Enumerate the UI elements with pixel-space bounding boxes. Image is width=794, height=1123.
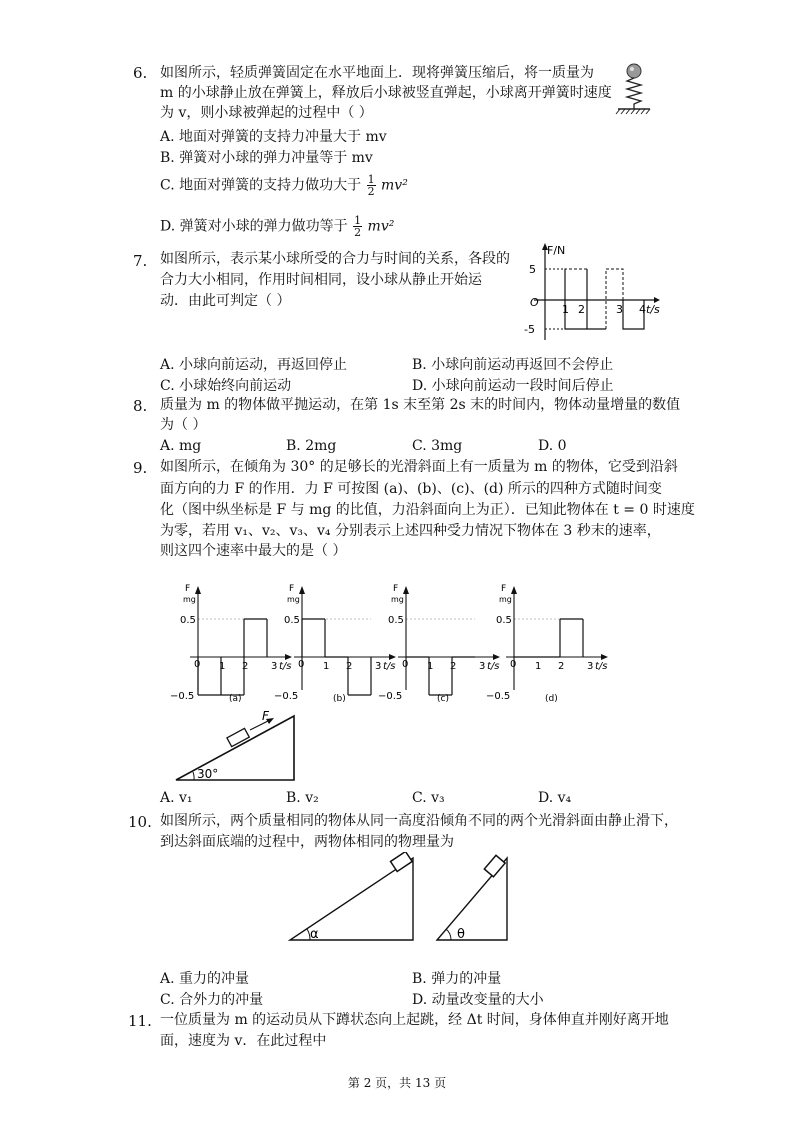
q7-xlabel: t/s xyxy=(646,303,660,316)
incline-angle-label: 30° xyxy=(197,767,219,781)
q9-step-line xyxy=(406,657,475,695)
q7-option-a[interactable]: A. 小球向前运动，再返回停止 xyxy=(160,357,348,373)
q10-inclines-figure xyxy=(285,852,535,946)
q9-ylabel-bottom: mg xyxy=(287,595,300,604)
q9-xlabel: t/s xyxy=(383,661,396,672)
q9-origin: 0 xyxy=(402,659,409,670)
q9-xtick-1: 1 xyxy=(323,661,330,672)
q10-number: 10. xyxy=(128,813,152,831)
q6-line-1: 如图所示，轻质弹簧固定在水平地面上．现将弹簧压缩后，将一质量为 xyxy=(160,65,594,81)
q10-line-2: 到达斜面底端的过程中，两物体相同的物理量为 xyxy=(160,834,454,850)
q6-option-c-text: C. 地面对弹簧的支持力做功大于 xyxy=(160,177,362,194)
q9-graph-c xyxy=(378,584,500,704)
q10-option-b[interactable]: B. 弹力的冲量 xyxy=(412,971,502,987)
q6-option-c[interactable] xyxy=(160,174,408,197)
q7-ylabel: F/N xyxy=(547,244,566,257)
q9-xtick-1: 1 xyxy=(535,661,542,672)
q9-xlabel: t/s xyxy=(279,661,292,672)
q9-xtick-3: 3 xyxy=(479,661,486,672)
q9-xtick-2: 2 xyxy=(346,661,353,672)
q7-option-b[interactable]: B. 小球向前运动再返回不会停止 xyxy=(412,357,614,373)
q9-graph-d xyxy=(486,584,608,704)
q9-ytick-neg: −0.5 xyxy=(170,691,195,702)
q8-line-2: 为（ ） xyxy=(160,417,207,433)
q9-ylabel-top: F xyxy=(393,584,399,594)
q7-force-time-graph xyxy=(520,240,665,348)
block-icon xyxy=(484,855,505,876)
q8-option-c[interactable]: C. 3mg xyxy=(412,438,463,454)
q9-xtick-2: 2 xyxy=(242,661,249,672)
q9-ytick-neg: −0.5 xyxy=(486,691,511,702)
q9-ytick-neg: −0.5 xyxy=(274,691,299,702)
q9-graph-b xyxy=(274,584,399,704)
q9-ytick-pos: 0.5 xyxy=(496,615,512,626)
q11-line-1: 一位质量为 m 的运动员从下蹲状态向上起跳，经 Δt 时间，身体伸直并刚好离开地 xyxy=(160,1012,669,1028)
q8-number: 8. xyxy=(133,397,148,415)
q7-option-c[interactable]: C. 小球始终向前运动 xyxy=(160,378,292,394)
q9-xtick-1: 1 xyxy=(219,661,226,672)
q7-ytick-top: 5 xyxy=(529,263,536,276)
q11-line-2: 面，速度为 v．在此过程中 xyxy=(160,1033,327,1049)
q10-line-1: 如图所示，两个质量相同的物体从同一高度沿倾角不同的两个光滑斜面由静止滑下， xyxy=(160,813,678,829)
q9-step-line xyxy=(514,619,583,657)
q6-option-d[interactable] xyxy=(160,215,394,238)
q9-xtick-2: 2 xyxy=(558,661,565,672)
q8-option-a[interactable]: A. mg xyxy=(160,438,202,454)
q7-line-1: 如图所示，表示某小球所受的合力与时间的关系，各段的 xyxy=(160,251,510,267)
q7-origin: O xyxy=(530,296,539,309)
q6-option-b[interactable]: B. 弹簧对小球的弹力冲量等于 mv xyxy=(160,150,373,166)
incline-alpha xyxy=(290,858,413,940)
q9-caption: (c) xyxy=(437,694,449,704)
q9-ytick-pos: 0.5 xyxy=(284,615,300,626)
q6-number: 6. xyxy=(133,64,148,82)
q9-incline-figure xyxy=(170,708,300,784)
block-icon xyxy=(227,728,249,746)
q9-xtick-3: 3 xyxy=(375,661,382,672)
q9-option-b[interactable]: B. v₂ xyxy=(286,790,319,806)
q9-caption: (a) xyxy=(229,694,242,704)
q9-line-3: 化（图中纵坐标是 F 与 mg 的比值，力沿斜面向上为正）．已知此物体在 t = 0 时速度 xyxy=(160,502,695,518)
q9-ylabel-top: F xyxy=(289,584,295,594)
block-icon xyxy=(391,852,413,871)
q9-xtick-1: 1 xyxy=(427,661,434,672)
q8-option-d[interactable]: D. 0 xyxy=(538,438,567,454)
q9-line-4: 为零，若用 v₁、v₂、v₃、v₄ 分别表示上述四种受力情况下物体在 3 秒末的速率， xyxy=(160,523,661,539)
q9-ylabel-bottom: mg xyxy=(183,595,196,604)
angle-theta-label: θ xyxy=(457,927,465,942)
fraction-half: $\frac{1}{2}$ xyxy=(367,173,375,198)
q7-option-d[interactable]: D. 小球向前运动一段时间后停止 xyxy=(412,378,614,394)
q7-number: 7. xyxy=(133,252,148,270)
q7-xtick-3: 3 xyxy=(616,303,623,316)
q7-xtick-1: 1 xyxy=(562,303,569,316)
q11-number: 11. xyxy=(128,1012,152,1030)
q9-origin: 0 xyxy=(194,659,201,670)
q8-option-b[interactable]: B. 2mg xyxy=(286,438,337,454)
q9-graph-a xyxy=(170,584,295,704)
q9-option-c[interactable]: C. v₃ xyxy=(412,790,445,806)
q9-line-2: 面方向的力 F 的作用．力 F 可按图 (a)、(b)、(c)、(d) 所示的四种方式随时间变 xyxy=(160,481,662,497)
q9-xlabel: t/s xyxy=(595,661,608,672)
ball-icon xyxy=(627,64,641,78)
spring-ball-figure xyxy=(612,62,652,118)
q9-line-5: 则这四个速率中最大的是（ ） xyxy=(160,543,347,559)
q9-xtick-2: 2 xyxy=(450,661,457,672)
q9-ytick-pos: 0.5 xyxy=(180,615,196,626)
q6-option-d-expr: mv² xyxy=(367,218,395,235)
q7-xtick-2: 2 xyxy=(578,303,585,316)
q9-number: 9. xyxy=(133,459,148,477)
q9-xtick-3: 3 xyxy=(587,661,594,672)
incline-triangle xyxy=(176,716,294,780)
q9-origin: 0 xyxy=(510,659,517,670)
q9-line-1: 如图所示，在倾角为 30° 的足够长的光滑斜面上有一质量为 m 的物体，它受到沿斜 xyxy=(160,459,678,475)
q10-option-d[interactable]: D. 动量改变量的大小 xyxy=(412,992,544,1008)
angle-alpha-label: α xyxy=(310,927,319,942)
q8-line-1: 质量为 m 的物体做平抛运动，在第 1s 末至第 2s 末的时间内，物体动量增量的数值 xyxy=(160,397,681,413)
q9-caption: (d) xyxy=(545,694,558,704)
q6-option-a[interactable]: A. 地面对弹簧的支持力冲量大于 mv xyxy=(160,129,387,145)
page-footer: 第 2 页，共 13 页 xyxy=(347,1076,447,1090)
q7-line-3: 动．由此可判定（ ） xyxy=(160,293,291,309)
q9-ylabel-bottom: mg xyxy=(499,595,512,604)
q9-caption: (b) xyxy=(333,694,346,704)
q7-ytick-bottom: -5 xyxy=(524,323,535,336)
q9-xlabel: t/s xyxy=(487,661,500,672)
q9-ytick-neg: −0.5 xyxy=(378,691,403,702)
q7-line-2: 合力大小相同，作用时间相同，设小球从静止开始运 xyxy=(160,272,482,288)
fraction-half: $\frac{1}{2}$ xyxy=(354,214,362,239)
q9-option-d[interactable]: D. v₄ xyxy=(538,790,572,806)
q9-graphs xyxy=(168,580,628,706)
q9-xtick-3: 3 xyxy=(271,661,278,672)
incline-force-label: F xyxy=(262,709,269,723)
q9-ylabel-bottom: mg xyxy=(391,595,404,604)
q6-option-d-text: D. 弹簧对小球的弹力做功等于 xyxy=(160,218,348,235)
q9-ylabel-top: F xyxy=(185,584,191,594)
q6-option-c-expr: mv² xyxy=(381,177,408,194)
q7-xtick-4: 4 xyxy=(639,303,646,316)
q9-option-a[interactable]: A. v₁ xyxy=(160,790,193,806)
q9-origin: 0 xyxy=(298,659,305,670)
q10-option-c[interactable]: C. 合外力的冲量 xyxy=(160,992,264,1008)
spring-icon xyxy=(627,78,641,109)
q6-line-2: m 的小球静止放在弹簧上，释放后小球被竖直弹起，小球离开弹簧时速度 xyxy=(160,85,612,101)
q6-line-3: 为 v，则小球被弹起的过程中（ ） xyxy=(160,105,373,121)
q10-option-a[interactable]: A. 重力的冲量 xyxy=(160,971,250,987)
q9-ylabel-top: F xyxy=(501,584,507,594)
q9-ytick-pos: 0.5 xyxy=(388,615,404,626)
